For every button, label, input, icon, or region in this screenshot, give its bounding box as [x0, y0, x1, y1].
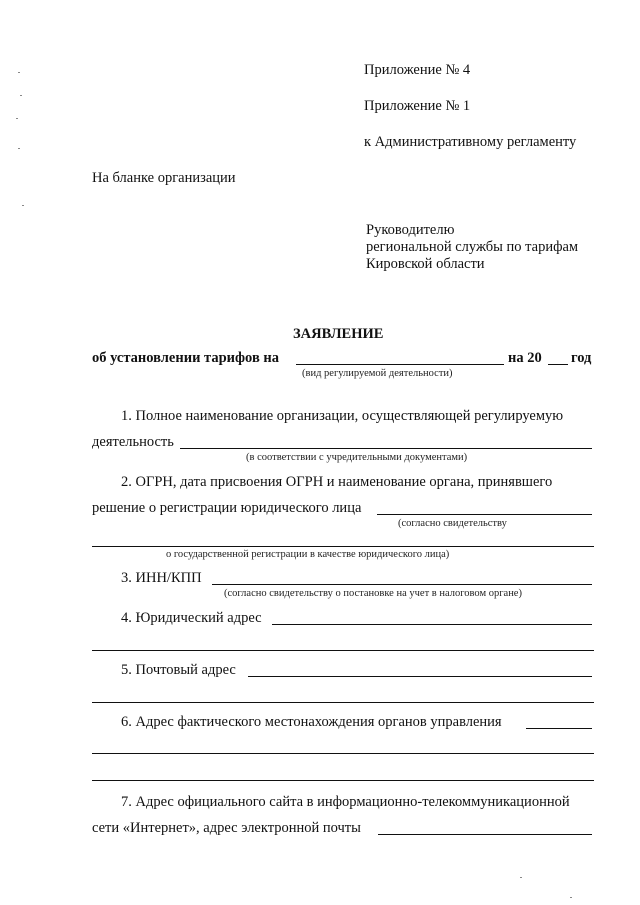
ogrn-hint-1: (согласно свидетельству — [398, 518, 507, 529]
letterhead-note: На бланке организации — [92, 170, 236, 186]
subject-prefix: об установлении тарифов на — [92, 350, 280, 366]
year-label: на 20 — [508, 350, 542, 366]
postal-address-field[interactable] — [248, 676, 592, 677]
scan-speck — [20, 95, 22, 96]
org-name-field[interactable] — [180, 448, 592, 449]
addressee-line-2: региональной службы по тарифам — [366, 239, 579, 255]
item-1-line-2: деятельность — [92, 434, 174, 450]
inn-kpp-hint: (согласно свидетельству о постановке на учет в налоговом органе) — [224, 588, 522, 599]
legal-address-field[interactable] — [272, 624, 592, 625]
scan-speck — [22, 205, 24, 206]
appendix-1-label: Приложение № 1 — [364, 98, 471, 114]
scan-speck — [18, 148, 20, 149]
scan-speck — [520, 877, 522, 878]
ogrn-field[interactable] — [377, 514, 592, 515]
item-7-line-1: 7. Адрес официального сайта в информационно-телекоммуникационной — [121, 794, 570, 810]
item-2-line-2: решение о регистрации юридического лица — [92, 500, 362, 516]
addressee-line-1: Руководителю — [366, 222, 455, 238]
item-5-label: 5. Почтовый адрес — [121, 662, 236, 678]
activity-type-hint: (вид регулируемой деятельности) — [302, 368, 453, 379]
activity-type-field[interactable] — [296, 364, 504, 365]
ogrn-field-continued[interactable] — [92, 546, 594, 547]
scan-speck — [570, 897, 572, 898]
item-7-line-2: сети «Интернет», адрес электронной почты — [92, 820, 361, 836]
item-3-label: 3. ИНН/КПП — [121, 570, 202, 586]
regulation-reference: к Административному регламенту — [364, 134, 577, 150]
inn-kpp-field[interactable] — [212, 584, 592, 585]
actual-address-field-continued-2[interactable] — [92, 780, 594, 781]
appendix-4-label: Приложение № 4 — [364, 62, 471, 78]
year-field[interactable] — [548, 364, 568, 365]
item-6-label: 6. Адрес фактического местонахождения органов управления — [121, 714, 502, 730]
item-4-label: 4. Юридический адрес — [121, 610, 262, 626]
item-2-line-1: 2. ОГРН, дата присвоения ОГРН и наименование органа, принявшего — [121, 474, 553, 490]
postal-address-field-continued[interactable] — [92, 702, 594, 703]
actual-address-field[interactable] — [526, 728, 592, 729]
item-1-line-1: 1. Полное наименование организации, осуществляющей регулируемую — [121, 408, 564, 424]
scan-speck — [18, 72, 20, 73]
legal-address-field-continued[interactable] — [92, 650, 594, 651]
document-title: ЗАЯВЛЕНИЕ — [293, 326, 384, 342]
org-name-hint: (в соответствии с учредительными документами) — [246, 452, 468, 463]
scan-speck — [16, 118, 18, 119]
year-suffix: год — [571, 350, 592, 366]
ogrn-hint-2: о государственной регистрации в качестве юридического лица) — [166, 549, 450, 560]
actual-address-field-continued-1[interactable] — [92, 753, 594, 754]
addressee-line-3: Кировской области — [366, 256, 485, 272]
website-email-field[interactable] — [378, 834, 592, 835]
